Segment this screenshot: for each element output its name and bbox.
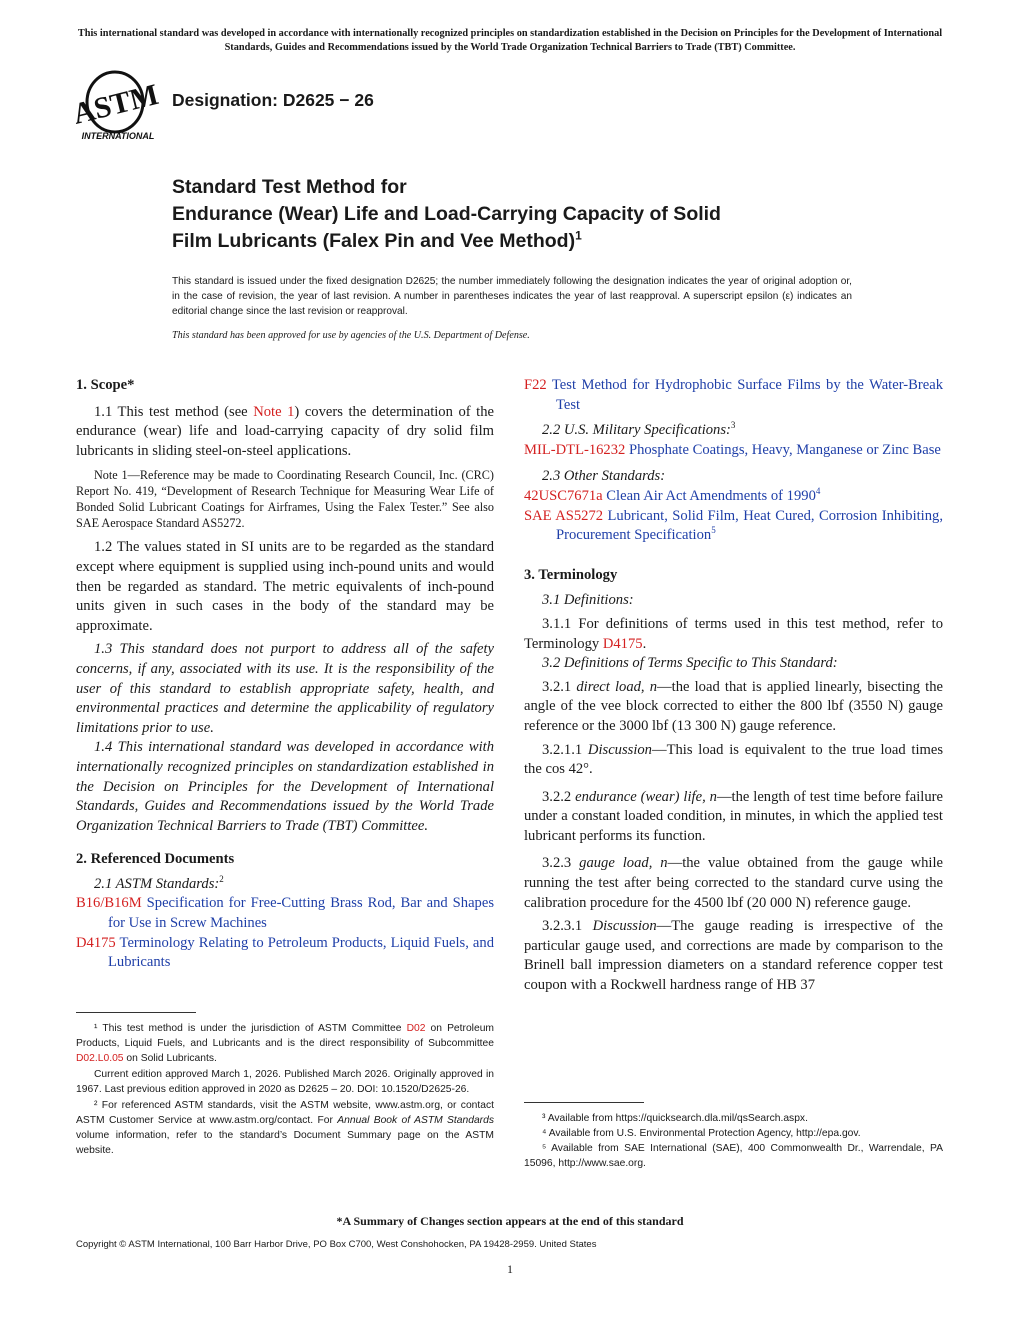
title-line-3: Film Lubricants (Falex Pin and Vee Method)$^1$ [172, 228, 582, 252]
copyright: Copyright © ASTM International, 100 Barr Harbor Drive, PO Box C700, West Conshohocken, PA 19428-2959. United States [76, 1239, 597, 1250]
ref-42usc[interactable]: 42USC7671a Clean Air Act Amendments of 1990$^4$ [524, 486, 821, 504]
section-3-heading: 3. Terminology [524, 566, 618, 583]
astm-logo [72, 70, 164, 144]
wto-notice: This international standard was developed in accordance with internationally recognized principles on standardization established in the Decision on Principles for the Development of International Standards, Guides and Recommendations issued by the World Trade Organization Technical Barriers to Trade (TBT) Committee. [77, 28, 943, 53]
note-1-link[interactable]: Note 1 [253, 403, 295, 420]
footnote-5: ⁵ Available from SAE International (SAE), 400 Commonwealth Dr., Warrendale, PA 15096, http://www.sae.org. [524, 1143, 943, 1169]
para-3-2-2: 3.2.2 endurance (wear) life, n—the length of test time before failure under a constant loaded condition, in minutes, in which the applied test lubricant performs its function. [524, 788, 943, 844]
title-footnote-ref[interactable]: 1 [575, 228, 582, 243]
para-3-2: 3.2 Definitions of Terms Specific to This Standard: [542, 655, 838, 672]
title-line-1: Standard Test Method for [172, 176, 407, 198]
ref-mil-dtl[interactable]: MIL-DTL-16232 Phosphate Coatings, Heavy, Manganese or Zinc Base [524, 441, 941, 458]
d02-link[interactable]: D02 [406, 1023, 426, 1034]
title-line-2: Endurance (Wear) Life and Load-Carrying Capacity of Solid [172, 203, 721, 225]
para-3-2-3-1: 3.2.3.1 Discussion—The gauge reading is irrespective of the particular gauge used, and corrections are made by comparison to the Brinell ball impression diameters on a standard reference copper test coupon with a Rockwell hardness range of HB 37 [524, 918, 943, 994]
summary-of-changes-notice: *A Summary of Changes section appears at the end of this standard [336, 1214, 684, 1228]
para-2-1: 2.1 ASTM Standards:$^2$ [94, 874, 224, 892]
footnotes-left [76, 1021, 494, 1158]
para-1-1: 1.1 This test method (see Note 1) covers the determination of the endurance (wear) life and load-carrying capacity of dry solid film lubricants in sliding steel-on-steel applications. [76, 403, 494, 459]
left-column [76, 376, 494, 973]
dod-approval: This standard has been approved for use by agencies of the U.S. Department of Defense. [172, 330, 530, 341]
para-1-4: 1.4 This international standard was developed in accordance with internationally recognized principles on standardization established in the Decision on Principles for the Development of International Standards, Guides and Recommendations issued by the World Trade Organization Technical Barriers to Trade (TBT) Committee. [76, 739, 494, 834]
designation: Designation: D2625 − 26 [172, 90, 374, 110]
para-3-1: 3.1 Definitions: [542, 592, 634, 609]
para-3-1-1: 3.1.1 For definitions of terms used in this test method, refer to Terminology D4175. [524, 615, 943, 652]
footnote-3: ³ Available from https://quicksearch.dla.mil/qsSearch.aspx. [542, 1113, 808, 1124]
footnote-2: ² For referenced ASTM standards, visit the ASTM website, www.astm.org, or contact ASTM Customer Service at www.astm.org/contact. For Annual Book of ASTM Standards volume information, refer to the standard’s Document Summary page on the ASTM website. [76, 1100, 494, 1156]
footnote-rule-left [76, 1012, 196, 1013]
para-2-3: 2.3 Other Standards: [542, 468, 666, 485]
para-3-2-1-1: 3.2.1.1 Discussion—This load is equivalent to the true load times the cos 42°. [524, 741, 944, 778]
footnotes-right [524, 1111, 943, 1171]
section-2-heading: 2. Referenced Documents [76, 851, 235, 868]
page-number: 1 [507, 1262, 513, 1276]
footnote-4: ⁴ Available from U.S. Environmental Protection Agency, http://epa.gov. [542, 1128, 861, 1139]
ref-d4175[interactable]: D4175 Terminology Relating to Petroleum Products, Liquid Fuels, and Lubricants [76, 934, 494, 971]
d02-l0-05-link[interactable]: D02.L0.05 [76, 1053, 124, 1064]
ref-b16[interactable]: B16/B16M Specification for Free-Cutting Brass Rod, Bar and Shapes for Use in Screw Machines [76, 895, 494, 932]
para-3-2-1: 3.2.1 direct load, n—the load that is applied linearly, bisecting the angle of the vee block corrected to either the 800 lbf (3550 N) gauge reference or the 3000 lbf (13 300 N) gauge reference. [524, 678, 944, 734]
footnote-rule-right [524, 1102, 644, 1103]
para-3-2-3: 3.2.3 gauge load, n—the value obtained from the gauge while running the test after being corrected to the standard curve using the calibration procedure for the 4500 lbf (20 000 N) reference gauge. [524, 855, 943, 911]
d4175-link[interactable]: D4175 [602, 635, 643, 652]
ref-sae[interactable]: SAE AS5272 Lubricant, Solid Film, Heat Cured, Corrosion Inhibiting, Procurement Specification$^5$ [524, 507, 943, 544]
issued-statement: This standard is issued under the fixed designation D2625; the number immediately following the designation indicates the year of original adoption or, in the case of revision, the year of last revision. A number in parentheses indicates the year of last reapproval. A superscript epsilon (ε) indicates an editorial change since the last revision or reapproval. [172, 276, 852, 317]
note-1: Note 1—Reference may be made to Coordinating Research Council, Inc. (CRC) Report No. 419, “Development of Research Technique for Measuring Wear Life of Bonded Solid Lubricant Coatings for Airframes, Using the Falex Tester.” See also SAE Aerospace Standard AS5272. [76, 468, 494, 531]
logo-subtext: INTERNATIONAL [81, 131, 155, 141]
astm-logo-mark [72, 70, 164, 144]
ref-f22[interactable]: F22 Test Method for Hydrophobic Surface Films by the Water-Break Test [524, 377, 943, 413]
para-1-3: 1.3 This standard does not purport to address all of the safety concerns, if any, associated with its use. It is the responsibility of the user of this standard to establish appropriate safety, health, and environmental practices and determine the applicability of regulatory limitations prior to use. [76, 641, 494, 736]
logo-text: ASTM [72, 77, 162, 131]
document-title [172, 174, 892, 255]
footnote-1: ¹ This test method is under the jurisdiction of ASTM Committee D02 on Petroleum Products, Liquid Fuels, and Lubricants and is the direct responsibility of Subcommittee D02.L0.05 on Solid Lubricants. [76, 1023, 494, 1064]
para-1-2: 1.2 The values stated in SI units are to be regarded as the standard except where equipment is supplied using inch-pound units and would then be regarded as standard. The metric equivalents of inch-pound units given in such cases in the body of the standard may be approximate. [76, 539, 494, 634]
para-2-2: 2.2 U.S. Military Specifications:$^3$ [542, 420, 736, 439]
right-column [524, 376, 943, 996]
footnote-edition: Current edition approved March 1, 2026. Published March 2026. Originally approved in 1967. Last previous edition approved in 2020 as D2625 – 20. DOI: 10.1520/D2625-26. [76, 1069, 494, 1095]
section-1-heading: 1. Scope* [76, 377, 135, 393]
